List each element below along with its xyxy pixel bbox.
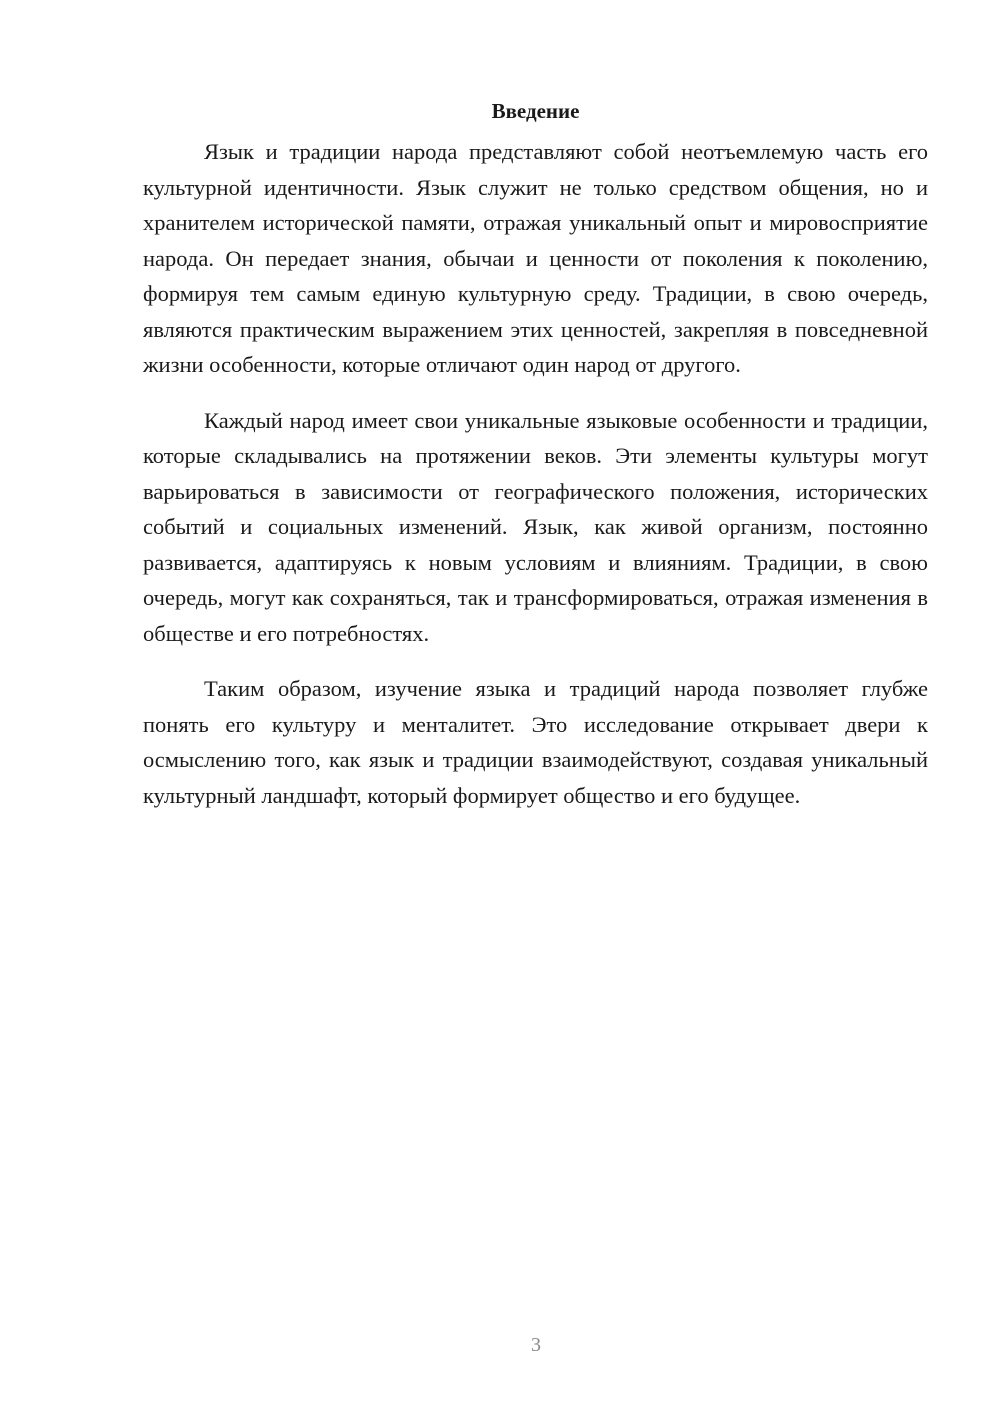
page-content xyxy=(143,96,928,833)
paragraph-1: Язык и традиции народа представляют собой неотъемлемую часть его культурной идентичности. Язык служит не только средством общения, но и хранителем исторической памяти, отражая уникальный опыт и мировосприятие народа. Он передает знания, обычаи и ценности от поколения к поколению, формируя тем самым единую культурную среду. Традиции, в свою очередь, являются практическим выражением этих ценностей, закрепляя в повседневной жизни особенности, которые отличают один народ от другого. xyxy=(143,139,928,377)
paragraph-3: Таким образом, изучение языка и традиций народа позволяет глубже понять его культуру и менталитет. Это исследование открывает двери к осмыслению того, как язык и традиции взаимодействуют, создавая уникальный культурный ландшафт, который формирует общество и его будущее. xyxy=(143,676,928,808)
section-heading: Введение xyxy=(491,99,580,123)
page-number: 3 xyxy=(531,1334,541,1356)
paragraph-2: Каждый народ имеет свои уникальные языковые особенности и традиции, которые складывались на протяжении веков. Эти элементы культуры могут варьироваться в зависимости от географического положения, исторических событий и социальных изменений. Язык, как живой организм, постоянно развивается, адаптируясь к новым условиям и влияниям. Традиции, в свою очередь, могут как сохраняться, так и трансформироваться, отражая изменения в обществе и его потребностях. xyxy=(143,407,928,646)
